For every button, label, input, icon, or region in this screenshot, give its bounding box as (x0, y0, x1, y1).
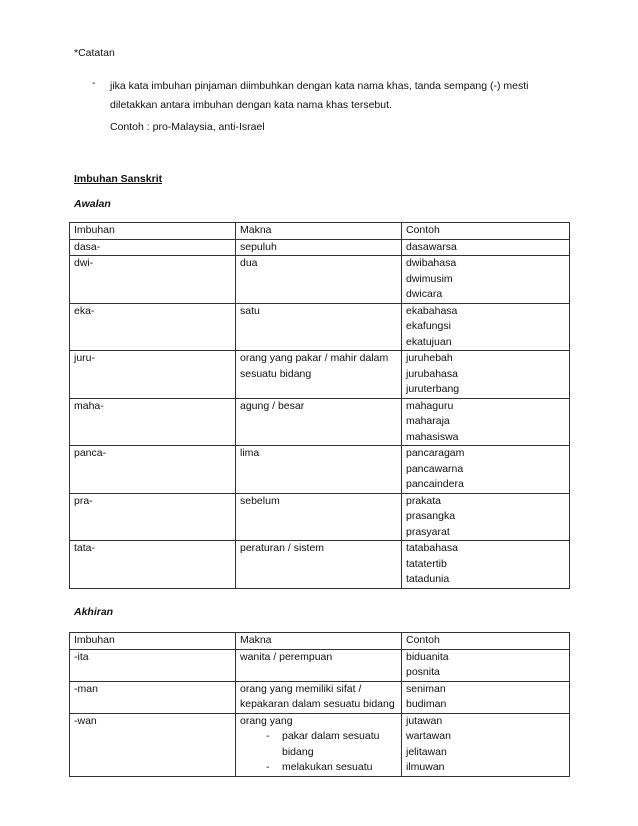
makna-bullet-item (240, 729, 397, 745)
cell-makna (236, 541, 402, 589)
contoh-line: prasyarat (406, 525, 450, 538)
cell-makna (236, 446, 402, 494)
contoh-line: biduanita (406, 650, 449, 663)
cell-imbuhan: eka- (70, 303, 236, 351)
contoh-line: jutawan (406, 714, 443, 727)
column-header-contoh: Contoh (402, 633, 570, 650)
contoh-line: posnita (406, 666, 440, 678)
contoh-line: dasawarsa (406, 240, 457, 253)
akhiran-title: Akhiran (74, 606, 114, 618)
note-example: Contoh : pro-Malaysia, anti-Israel (110, 121, 265, 133)
contoh-line: jurubahasa (406, 367, 458, 380)
table-header-row (70, 633, 570, 650)
contoh-line: prasangka (406, 510, 456, 522)
contoh-line: ekafungsi (406, 320, 451, 332)
contoh-line: dwicara (406, 288, 443, 300)
contoh-line: budiman (406, 698, 447, 710)
note-line-2: diletakkan antara imbuhan dengan kata nama khas tersebut. (110, 99, 392, 111)
cell-contoh (402, 713, 570, 776)
cell-contoh (402, 398, 570, 446)
makna-line: orang yang (240, 714, 293, 727)
cell-imbuhan: dasa- (70, 239, 236, 256)
cell-contoh (402, 239, 570, 256)
makna-line: dua (240, 257, 258, 269)
awalan-title: Awalan (74, 198, 111, 210)
contoh-line: tatatertib (406, 557, 447, 570)
note-line-1: jika kata imbuhan pinjaman diimbuhkan dengan kata nama khas, tanda sempang (-) mesti (110, 80, 529, 92)
cell-makna (236, 239, 402, 256)
contoh-line: dwibahasa (406, 257, 457, 269)
cell-contoh (402, 303, 570, 351)
akhiran-table (69, 632, 570, 777)
table-row (70, 239, 570, 256)
cell-contoh (402, 351, 570, 399)
table-row (70, 446, 570, 494)
cell-imbuhan: dwi- (70, 256, 236, 304)
cell-imbuhan: panca- (70, 446, 236, 494)
contoh-line: prakata (406, 494, 442, 507)
contoh-line: pancaindera (406, 478, 464, 490)
makna-line: wanita / perempuan (240, 650, 333, 663)
cell-imbuhan: maha- (70, 398, 236, 446)
contoh-line: ekabahasa (406, 304, 458, 317)
table-row (70, 351, 570, 399)
cell-makna (236, 256, 402, 304)
contoh-line: jelitawan (406, 745, 447, 758)
cell-imbuhan: -wan (70, 713, 236, 776)
contoh-line: juruhebah (406, 352, 453, 364)
makna-line: agung / besar (240, 399, 305, 412)
awalan-table (69, 222, 570, 589)
makna-line: orang yang pakar / mahir dalam (240, 352, 389, 364)
makna-line: sesuatu bidang (240, 367, 312, 380)
cell-contoh (402, 649, 570, 681)
cell-makna (236, 351, 402, 399)
table-row (70, 681, 570, 713)
table-row (70, 541, 570, 589)
cell-imbuhan: pra- (70, 493, 236, 541)
contoh-line: tatabahasa (406, 542, 458, 554)
makna-bullet-item (240, 760, 397, 776)
makna-line: sebelum (240, 494, 280, 507)
makna-bullet-item (240, 745, 397, 761)
bullet-dash: - (266, 761, 270, 773)
cell-contoh (402, 681, 570, 713)
contoh-line: juruterbang (406, 383, 460, 395)
makna-line: satu (240, 304, 260, 317)
note-title: *Catatan (74, 47, 115, 59)
table-row (70, 398, 570, 446)
contoh-line: dwimusim (406, 272, 453, 285)
cell-imbuhan: tata- (70, 541, 236, 589)
column-header-makna: Makna (236, 633, 402, 650)
contoh-line: wartawan (406, 730, 451, 742)
column-header-makna: Makna (236, 223, 402, 240)
contoh-line: tatadunia (406, 573, 450, 585)
contoh-line: ilmuwan (406, 761, 445, 773)
table-header-row (70, 223, 570, 240)
cell-makna (236, 713, 402, 776)
cell-makna (236, 493, 402, 541)
cell-makna (236, 681, 402, 713)
column-header-contoh: Contoh (402, 223, 570, 240)
note-text (110, 77, 529, 115)
contoh-line: maharaja (406, 415, 450, 427)
makna-line: sepuluh (240, 240, 277, 253)
contoh-line: pancawarna (406, 462, 464, 475)
table-row (70, 649, 570, 681)
cell-imbuhan: -man (70, 681, 236, 713)
cell-imbuhan: juru- (70, 351, 236, 399)
table-row (70, 493, 570, 541)
table-row (70, 256, 570, 304)
cell-contoh (402, 256, 570, 304)
cell-contoh (402, 541, 570, 589)
contoh-line: mahasiswa (406, 430, 459, 443)
table-row (70, 713, 570, 776)
contoh-line: ekatujuan (406, 335, 452, 348)
cell-contoh (402, 446, 570, 494)
contoh-line: seniman (406, 682, 446, 695)
bullet-text: bidang (282, 745, 314, 758)
cell-makna (236, 649, 402, 681)
makna-line: kepakaran dalam sesuatu bidang (240, 698, 395, 710)
makna-line: peraturan / sistem (240, 542, 325, 554)
makna-line: lima (240, 447, 260, 459)
column-header-imbuhan: Imbuhan (70, 633, 236, 650)
bullet-dash: - (266, 730, 270, 742)
cell-makna (236, 398, 402, 446)
contoh-line: mahaguru (406, 399, 454, 412)
cell-contoh (402, 493, 570, 541)
note-dash: - (92, 77, 96, 89)
cell-makna (236, 303, 402, 351)
cell-imbuhan: -ita (70, 649, 236, 681)
bullet-text: melakukan sesuatu (282, 761, 373, 773)
column-header-imbuhan: Imbuhan (70, 223, 236, 240)
table-row (70, 303, 570, 351)
bullet-text: pakar dalam sesuatu (282, 730, 380, 742)
makna-line: orang yang memiliki sifat / (240, 682, 362, 695)
section-title: Imbuhan Sanskrit (74, 173, 163, 185)
contoh-line: pancaragam (406, 447, 465, 459)
